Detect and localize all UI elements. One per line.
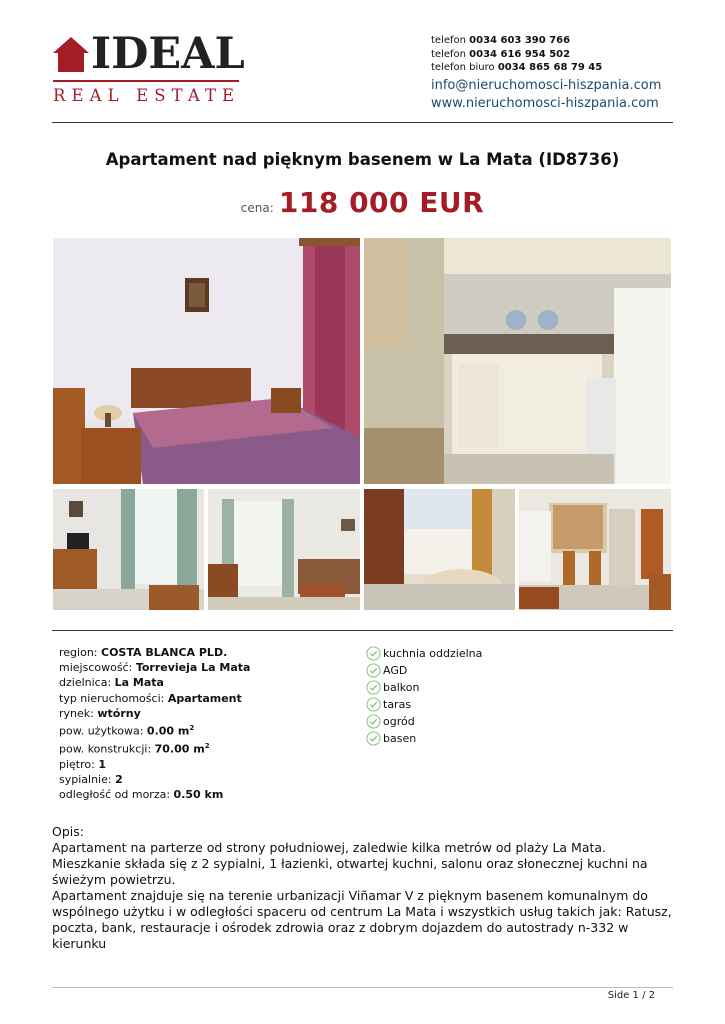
photo-kitchen[interactable] [364, 238, 671, 484]
description-line: Apartament znajduje się na terenie urbanizacji Viñamar V z pięknym basenem komunalnym do [52, 888, 648, 903]
phone-office: telefon biuro 0034 865 68 79 45 [431, 62, 603, 73]
phone-1: telefon 0034 603 390 766 [431, 35, 571, 46]
feature-item [366, 696, 482, 713]
description [52, 824, 682, 952]
footer-divider [52, 987, 673, 988]
photo-bedroom[interactable] [53, 238, 360, 484]
photo-living-room-terrace[interactable] [208, 489, 360, 610]
check-circle-icon [366, 646, 381, 661]
contact-block [431, 34, 661, 113]
website-link[interactable]: www.nieruchomosci-hiszpania.com [431, 95, 659, 111]
price-label: cena: [240, 201, 274, 215]
house-icon [53, 36, 89, 72]
check-circle-icon [366, 714, 381, 729]
logo-divider [53, 80, 239, 82]
detail-floor: piętro: 1 [59, 757, 106, 771]
features-list [366, 645, 482, 747]
price-row [0, 186, 725, 219]
price-value: 118 000 EUR [278, 186, 485, 219]
photos-divider [52, 630, 673, 631]
detail-built-area: pow. konstrukcji: 70.00 $m^2$ [59, 741, 210, 756]
feature-label: ogród [383, 715, 415, 728]
detail-bedrooms: sypialnie: 2 [59, 772, 123, 786]
feature-item [366, 662, 482, 679]
description-line: wspólnego użytku i w odległości spaceru od centrum La Mata i wszystkich usług takich jak: Ratusz, [52, 904, 672, 919]
listing-title: Apartament nad pięknym basenem w La Mata (ID8736) [105, 150, 620, 169]
photo-living-room[interactable] [53, 489, 204, 610]
check-circle-icon [366, 731, 381, 746]
detail-sea-distance: odległość od morza: 0.50 km [59, 788, 224, 802]
description-heading: Opis: [52, 824, 84, 839]
logo-name: IDEAL [91, 29, 245, 79]
detail-city: miejscowość: Torrevieja La Mata [59, 661, 251, 675]
feature-label: taras [383, 698, 412, 711]
page-number: Side 1 / 2 [607, 990, 655, 1001]
description-line: Apartament na parterze od strony południowej, zaledwie kilka metrów od plaży La Mata. [52, 840, 607, 855]
header-divider [52, 122, 673, 123]
check-circle-icon [366, 680, 381, 695]
detail-type: typ nieruchomości: Apartament [59, 691, 242, 705]
feature-label: basen [383, 732, 417, 745]
feature-item [366, 679, 482, 696]
feature-item [366, 645, 482, 662]
feature-label: AGD [383, 664, 408, 677]
phone-2: telefon 0034 616 954 502 [431, 48, 571, 60]
description-line: świeżym powietrzu. [52, 872, 176, 887]
photo-kitchen-dining[interactable] [364, 489, 515, 610]
detail-region: region: COSTA BLANCA PLD. [59, 646, 228, 659]
property-details [59, 645, 250, 802]
company-logo [53, 29, 245, 108]
feature-label: kuchnia oddzielna [383, 647, 483, 660]
detail-usable-area: pow. użytkowa: 0.00 $m^2$ [59, 724, 195, 738]
feature-item [366, 713, 482, 730]
feature-label: balkon [383, 681, 420, 694]
email-link[interactable]: info@nieruchomosci-hiszpania.com [431, 77, 662, 93]
feature-item [366, 730, 482, 747]
detail-market: rynek: wtórny [59, 706, 141, 720]
check-circle-icon [366, 697, 381, 712]
logo-tagline: REAL ESTATE [53, 86, 241, 105]
check-circle-icon [366, 663, 381, 678]
description-line: Mieszkanie składa się z 2 sypialni, 1 łazienki, otwartej kuchni, salonu oraz słonecznej kuchni na [52, 856, 648, 871]
photo-hall-dining[interactable] [519, 489, 671, 610]
detail-district: dzielnica: La Mata [59, 676, 164, 690]
description-line: poczta, bank, restauracje i ośrodek zdrowia oraz z dobrym dojazdem do autostrady n-332 w kierunku [52, 920, 629, 951]
